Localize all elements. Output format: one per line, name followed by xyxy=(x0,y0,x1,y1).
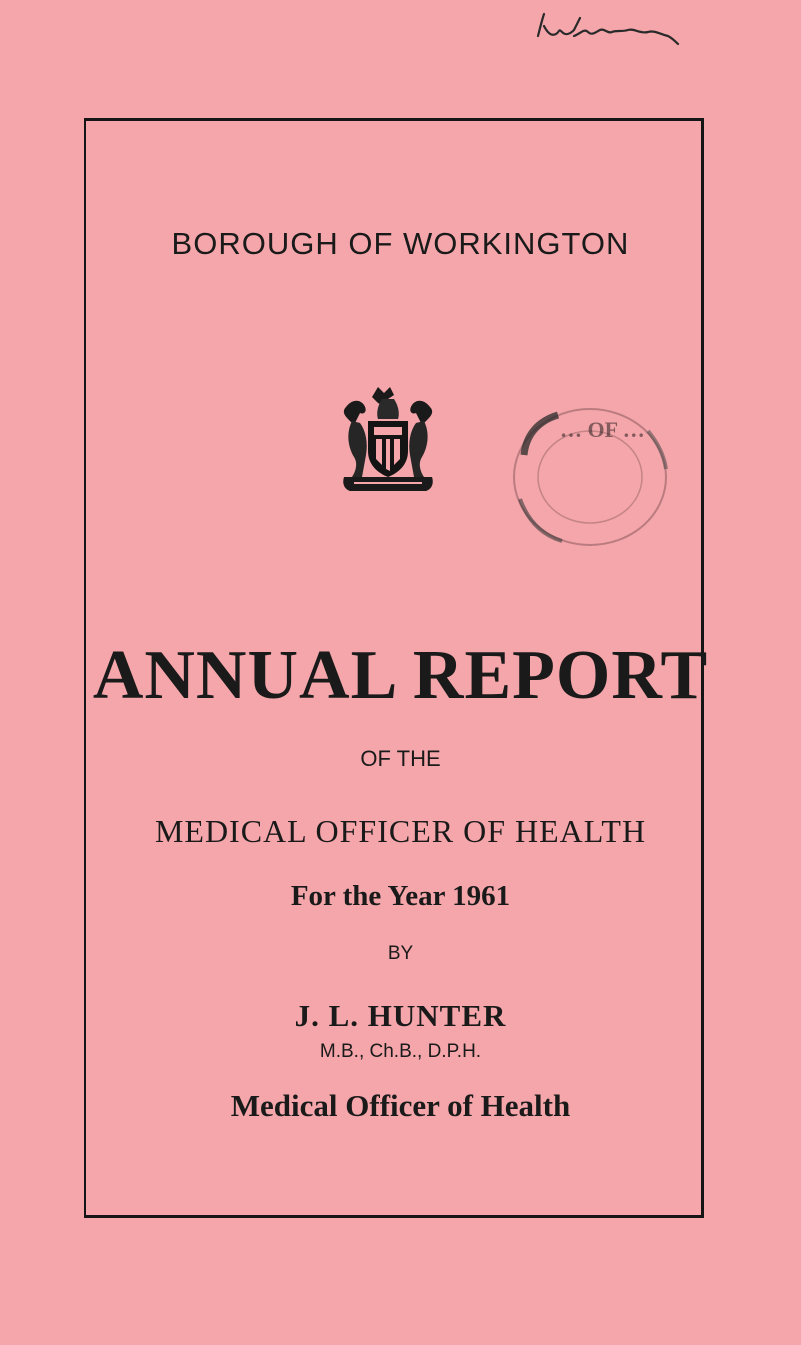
author-qualifications: M.B., Ch.B., D.P.H. xyxy=(319,1041,482,1062)
seal-partial-text: … OF … xyxy=(560,417,645,442)
author-title: Medical Officer of Health xyxy=(230,1088,571,1123)
by-label: BY xyxy=(387,943,414,964)
report-heading: ANNUAL REPORT xyxy=(92,637,709,714)
report-year: For the Year 1961 xyxy=(290,880,511,912)
report-subject: MEDICAL OFFICER OF HEALTH xyxy=(154,813,647,849)
of-the-label: OF THE xyxy=(360,746,441,771)
handwritten-mark xyxy=(530,8,690,48)
author-name: J. L. HUNTER xyxy=(294,998,507,1033)
coat-of-arms-icon xyxy=(338,385,438,495)
faint-seal-stamp xyxy=(498,395,688,565)
borough-name: BOROUGH OF WORKINGTON xyxy=(171,226,630,261)
